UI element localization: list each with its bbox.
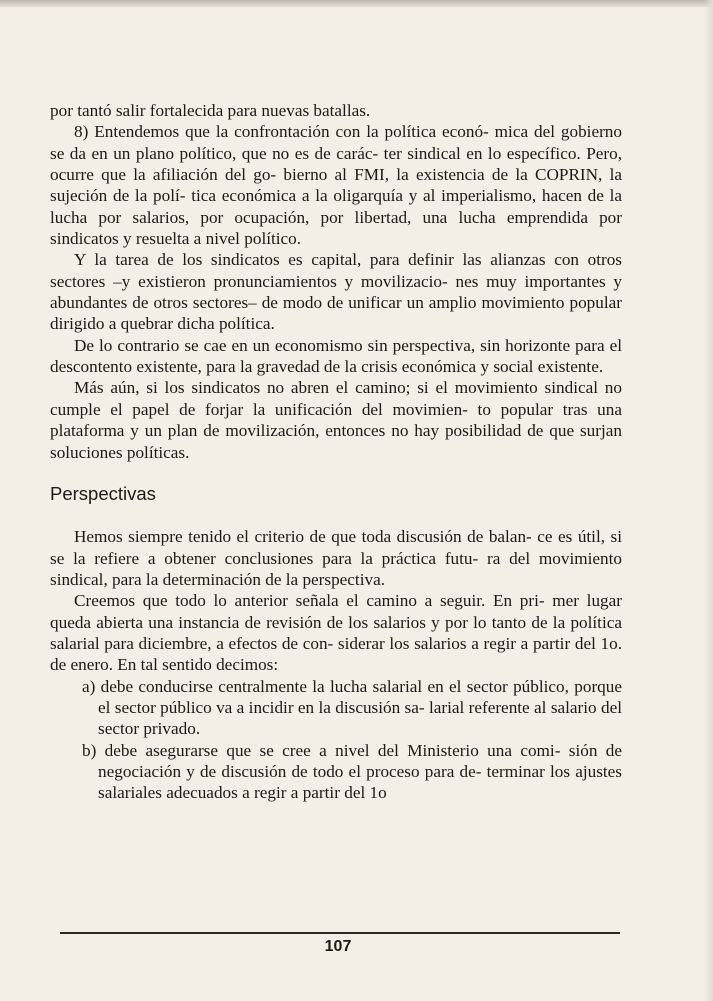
page-top-edge bbox=[0, 0, 713, 7]
page-edge-shadow bbox=[703, 0, 713, 1001]
page-body bbox=[50, 100, 622, 804]
body-paragraph: por tantó salir fortalecida para nuevas batallas. bbox=[50, 101, 371, 120]
list-item: a) debe conducirse centralmente la lucha salarial en el sector público, porque el sector público va a incidir en la discusión sa- larial referente al salario del sector privado. bbox=[82, 676, 622, 739]
body-paragraph: Y la tarea de los sindicatos es capital, para definir las alianzas con otros sectores –y existieron pronunciamientos y movilizacio- nes muy importantes y abundantes de otros sectores– de modo de unificar un amplio movimiento popular dirigido a quebrar dicha política. bbox=[50, 250, 622, 334]
list-item: b) debe asegurarse que se cree a nivel del Ministerio una comi- sión de negociación y de discusión de todo el proceso para de- terminar los ajustes salariales adecuados a regir a partir del 1o bbox=[82, 740, 622, 803]
body-paragraph: De lo contrario se cae en un economismo sin perspectiva, sin horizonte para el descontento existente, para la gravedad de la crisis económica y social existente. bbox=[50, 335, 622, 377]
section-heading: Perspectivas bbox=[50, 482, 156, 504]
body-paragraph: Más aún, si los sindicatos no abren el camino; si el movimiento sindical no cumple el papel de forjar la unificación del movimien- to popular tras una plataforma y un plan de movilización, entonces no hay posibilidad de que surjan soluciones políticas. bbox=[50, 378, 622, 462]
body-paragraph: Creemos que todo lo anterior señala el camino a seguir. En pri- mer lugar queda abierta una instancia de revisión de los salarios y por lo tanto de la política salarial para diciembre, a efectos de con- siderar los salarios a regir a partir del 1o. de enero. En tal sentido decimos: bbox=[50, 591, 622, 675]
body-paragraph: Hemos siempre tenido el criterio de que toda discusión de balan- ce es útil, si se la refiere a obtener conclusiones para la práctica futu- ra del movimiento sindical, para la determinación de la perspectiva. bbox=[50, 527, 622, 589]
page-number: 107 bbox=[324, 938, 352, 955]
body-paragraph: 8) Entendemos que la confrontación con la política econó- mica del gobierno se da en un plano político, que no es de carác- ter sindical en lo específico. Pero, ocurre que la afiliación del go- bierno al FMI, la existencia de la COPRIN, la sujeción de la polí- tica económica a la oligarquía y al imperialismo, hacen de la lucha por salarios, por ocupación, por libertad, una lucha emprendida por sindicatos y resuelta a nivel político. bbox=[50, 122, 622, 249]
footer-rule bbox=[60, 932, 620, 934]
